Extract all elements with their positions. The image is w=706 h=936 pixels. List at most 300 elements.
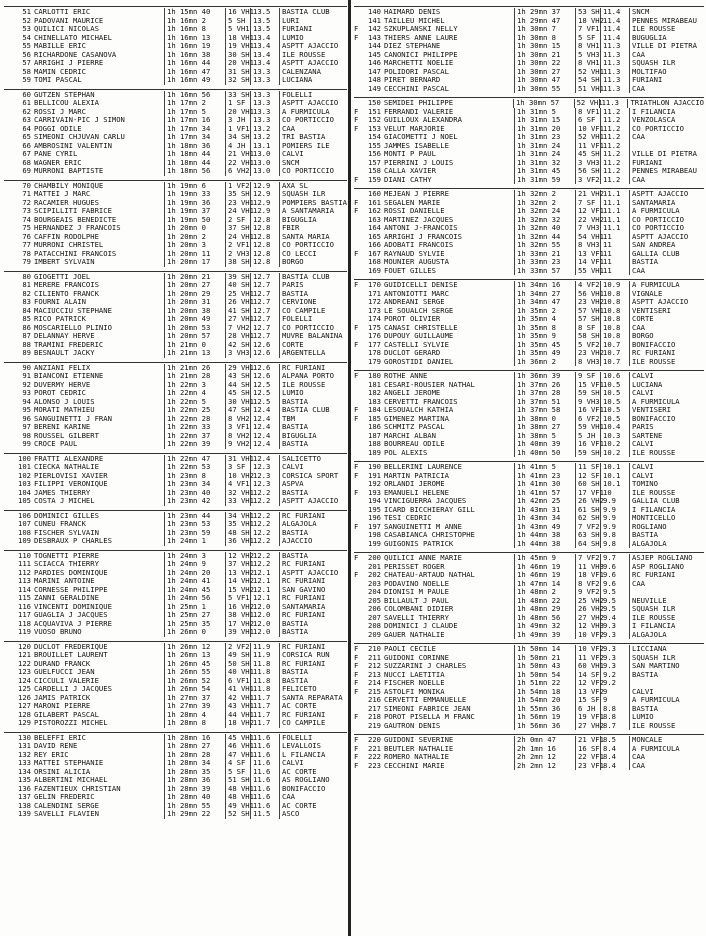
result-time: 1h 19mn 50 — [165, 216, 226, 225]
result-sex — [354, 696, 361, 705]
result-name: FILIPPI VERONIQUE — [34, 480, 165, 489]
result-cat: 6 VF2 — [578, 413, 600, 423]
result-cat: 60 VH1 — [578, 661, 604, 670]
result-rank: 140 — [368, 7, 381, 16]
result-club: VENTISERI — [632, 305, 671, 315]
result-club: ASPTT AJACCIO — [632, 297, 689, 306]
result-sex — [354, 142, 361, 151]
result-time: 1h 38mn 0 — [515, 415, 576, 424]
result-rank: 157 — [368, 157, 381, 167]
result-cat: 10 VF2 — [578, 644, 604, 653]
result-name: REY ERIC — [34, 751, 165, 760]
result-sex — [4, 298, 11, 307]
result-name: MACIUCCIU STEPHANE — [34, 307, 165, 316]
result-rank: 109 — [18, 536, 31, 545]
result-time: 1h 50mn 14 — [515, 645, 576, 654]
result-cat: 54 VH1 — [578, 231, 604, 241]
result-speed: 12.1 — [251, 586, 280, 595]
result-rank: 153 — [368, 123, 381, 133]
result-time: 1h 46mn 19 — [515, 563, 576, 572]
result-cat: 6 VF1 — [228, 675, 250, 685]
result-time: 1h 28mn 27 — [165, 742, 226, 751]
result-name: TOMI PASCAL — [34, 76, 165, 85]
result-name: TESI CEDRIC — [384, 514, 515, 523]
result-time: 1h 43mn 31 — [515, 506, 576, 515]
result-name: CASTELLI SYLVIE — [384, 341, 515, 350]
result-name: MABILLE ERIC — [34, 42, 165, 51]
result-cat: 16 VH1 — [228, 7, 254, 16]
result-speed: 12.7 — [251, 324, 280, 333]
result-club: BASTIA — [282, 288, 308, 298]
result-time: 1h 23mn 34 — [165, 480, 226, 489]
result-rank: 82 — [22, 288, 31, 298]
result-club: LURI — [282, 15, 300, 25]
result-sex: F — [354, 752, 359, 761]
result-name: DESBRAUX P CHARLES — [34, 537, 165, 546]
result-rank: 59 — [22, 75, 31, 84]
result-sex — [4, 685, 11, 694]
result-rank: 204 — [368, 587, 381, 596]
result-speed: 11.6 — [251, 776, 280, 785]
result-sex — [4, 415, 11, 424]
result-speed: 9.3 — [601, 622, 630, 631]
result-cat: 52 SH — [228, 809, 250, 818]
result-speed: 11.3 — [601, 85, 630, 94]
result-time: 1h 18mn 44 — [165, 159, 226, 168]
result-name: ANGELI JEROME — [384, 389, 515, 398]
result-club: ASJEP ROGLIANO — [632, 553, 693, 562]
result-time: 1h 20mn 29 — [165, 290, 226, 299]
result-cat: 57 SH — [578, 314, 600, 323]
result-rank: 188 — [368, 439, 381, 448]
result-row — [4, 258, 347, 267]
result-sex — [4, 290, 11, 299]
result-name: MURRONI CHRISTEL — [34, 241, 165, 250]
result-rank: 63 — [22, 115, 31, 124]
result-rank: 218 — [368, 712, 381, 721]
result-rank: 166 — [368, 240, 381, 249]
result-name: FERRANDI VALERIE — [384, 108, 515, 117]
result-time: 1h 19mn 6 — [165, 182, 226, 191]
result-rank: 216 — [368, 695, 381, 704]
result-sex: F — [354, 339, 359, 349]
result-club: BASTIA — [282, 422, 308, 431]
result-sex — [4, 810, 11, 819]
result-time: 1h 20mn 31 — [165, 298, 226, 307]
result-speed: 10.5 — [601, 398, 630, 407]
result-block — [4, 180, 347, 267]
result-time: 1h 24mn 45 — [165, 586, 226, 595]
result-time: 1h 30mn 57 — [514, 99, 575, 108]
result-club: A FURMICULA — [632, 396, 680, 406]
result-club: ASPTT AJACCIO — [632, 231, 689, 241]
result-club: CAA — [632, 174, 645, 184]
result-cat: 53 SH — [578, 7, 600, 16]
result-cat: 14 VF1 — [578, 257, 604, 266]
result-name: MARINI ANTOINE — [34, 577, 165, 586]
result-rank: 65 — [22, 132, 31, 141]
result-name: CUNEU FRANCK — [34, 520, 165, 529]
result-time: 1h 26mn 55 — [165, 668, 226, 677]
result-club: A FURMICULA — [632, 280, 680, 289]
result-sex — [4, 742, 11, 751]
result-name: ORSINI ALICIA — [34, 768, 165, 777]
result-rank: 55 — [22, 41, 31, 50]
result-rank: 211 — [368, 652, 381, 662]
result-name: DUVERMY HERVE — [34, 381, 165, 390]
result-cat: 1 VF1 — [228, 123, 250, 133]
result-speed: 12.2 — [251, 552, 280, 561]
result-time: 1h 26mn 54 — [165, 685, 226, 694]
result-name: DELANNAY HERVE — [34, 332, 165, 341]
result-rank: 199 — [368, 538, 381, 548]
result-rank: 90 — [22, 362, 31, 372]
result-club: CO PORTICCIO — [632, 214, 684, 224]
result-speed: 12.4 — [251, 440, 280, 449]
result-name: CIECKA NATHALIE — [34, 463, 165, 472]
result-sex: F — [354, 669, 359, 679]
result-speed: 12.8 — [251, 216, 280, 225]
column-divider — [348, 0, 351, 936]
result-time: 1h 28mn 4 — [165, 711, 226, 720]
result-name: POLIDORI PASCAL — [384, 68, 515, 77]
result-cat: 5 JH — [576, 432, 601, 441]
result-club: RC FURIANI — [282, 510, 326, 520]
result-club: RC FURIANI — [282, 593, 326, 602]
result-speed: 11 — [601, 258, 630, 267]
result-rank: 155 — [368, 140, 381, 150]
result-rank: 78 — [22, 248, 31, 258]
result-rank: 103 — [18, 479, 31, 488]
result-cat: 7 VH2 — [228, 322, 250, 332]
result-sex — [354, 722, 361, 731]
result-club: FURIANI — [632, 157, 663, 167]
result-sex — [354, 290, 361, 299]
result-speed: 10.2 — [601, 449, 630, 458]
result-speed: 12.5 — [251, 398, 280, 407]
result-speed: 10 — [601, 489, 630, 498]
result-rank: 89 — [22, 348, 31, 357]
result-cat: 9 VH2 — [228, 439, 250, 448]
result-speed: 12.7 — [251, 290, 280, 299]
result-rank: 119 — [18, 627, 31, 636]
result-time: 1h 36mn 39 — [515, 372, 576, 381]
result-name: ICARD BICCHIERAY GILL — [384, 506, 515, 515]
result-cat: 59 SH — [578, 447, 600, 457]
result-club: CORSICA RUN — [282, 650, 330, 659]
result-speed: 12.8 — [251, 258, 280, 267]
result-cat: 10 VH2 — [228, 470, 254, 480]
result-name: HAIMARD DENIS — [384, 8, 515, 17]
result-name: SEMIDEI PHILIPPE — [384, 99, 514, 108]
result-rank: 98 — [22, 430, 31, 440]
result-name: THIERS ANNE LAURE — [384, 34, 515, 43]
result-speed: 12.1 — [251, 569, 280, 578]
result-speed: 12.2 — [251, 529, 280, 538]
result-club: SNCM — [282, 157, 300, 167]
result-name: DIANI CATHY — [384, 176, 515, 185]
result-speed: 9.2 — [601, 671, 630, 680]
result-name: POGGI ODILE — [34, 125, 165, 134]
result-rank: 116 — [18, 601, 31, 611]
result-name: QUILICI NICOLAS — [34, 25, 165, 34]
result-cat: 40 SH — [228, 280, 250, 289]
result-time: 1h 21mn 13 — [165, 349, 226, 358]
result-name: POROT CEDRIC — [34, 389, 165, 398]
result-name: RAYNAUD SYLVIE — [384, 250, 515, 259]
result-time: 1h 22mn 28 — [165, 415, 226, 424]
result-rank: 180 — [368, 371, 381, 380]
result-cat: 20 VH1 — [228, 58, 254, 67]
result-cat: 23 VH2 — [578, 297, 604, 306]
result-speed: 9.5 — [601, 597, 630, 606]
result-sex — [4, 643, 11, 652]
result-club: ALGAJOLA — [282, 519, 317, 528]
result-club: NEUVILLE — [632, 595, 667, 605]
result-rank: 57 — [22, 58, 31, 67]
result-cat: 39 SH — [228, 271, 250, 281]
result-club: RC FURIANI — [632, 348, 676, 357]
result-cat: 6 SF — [576, 116, 601, 125]
result-cat: 11 VF2 — [578, 652, 604, 662]
result-cat: 15 VF1 — [578, 379, 604, 389]
result-speed: 9.3 — [601, 654, 630, 663]
result-sex — [354, 216, 361, 225]
result-club: ASPTT AJACCIO — [282, 41, 339, 50]
result-name: DOMINICI GILLES — [34, 512, 165, 521]
result-name: GIACOMETTI J NOEL — [384, 133, 515, 142]
result-speed: 11.8 — [251, 685, 280, 694]
result-cat: 38 VH1 — [228, 610, 254, 619]
result-cat: 35 VH1 — [228, 519, 254, 528]
result-sex: F — [354, 206, 359, 215]
result-speed: 11.2 — [601, 108, 630, 117]
result-cat: 49 SH — [228, 650, 250, 659]
result-speed: 9.4 — [601, 614, 630, 623]
result-sex: F — [354, 661, 359, 670]
result-sex — [4, 603, 11, 612]
result-rank: 169 — [368, 265, 381, 275]
result-name: ANDREANI SERGE — [384, 298, 515, 307]
result-speed: 9 — [601, 696, 630, 705]
result-club: I FILANCIA — [632, 106, 676, 116]
result-rank: 174 — [368, 314, 381, 323]
result-name: BERENI KARINE — [34, 423, 165, 432]
result-time: 1h 23mn 40 — [165, 489, 226, 498]
result-time: 1h 30mn 8 — [515, 34, 576, 43]
result-rank: 145 — [368, 49, 381, 59]
result-rank: 92 — [22, 379, 31, 389]
result-name: MEJEAN J PIERRE — [384, 190, 515, 199]
result-speed: 12.4 — [251, 432, 280, 441]
result-club: BASTIA — [632, 669, 658, 679]
result-sex — [4, 250, 11, 259]
result-block — [4, 550, 347, 637]
result-time: 1h 17mn 16 — [165, 116, 226, 125]
result-cat: 41 SH — [228, 305, 250, 315]
result-name: RACAMIER HUGUES — [34, 199, 165, 208]
result-cat: 52 VH1 — [576, 98, 603, 107]
result-sex: F — [354, 106, 359, 116]
result-club: CORSICA SPORT — [282, 470, 339, 480]
result-club: BASTIA CLUB — [282, 271, 330, 281]
result-time: 1h 30mn 27 — [515, 68, 576, 77]
result-cat: 33 VH1 — [228, 496, 254, 505]
result-name: JAMES THIERRY — [34, 489, 165, 498]
result-rank: 150 — [367, 98, 381, 107]
result-club: CAA — [632, 49, 645, 59]
result-time: 1h 30mn 55 — [515, 85, 576, 94]
result-speed: 9.5 — [601, 588, 630, 597]
result-speed: 11.1 — [601, 224, 630, 233]
result-cat: 48 VH1 — [228, 783, 254, 793]
result-sex — [4, 497, 11, 506]
result-name: MARTIN PATRICIA — [384, 472, 515, 481]
result-speed: 10.8 — [601, 315, 630, 324]
result-rank: 212 — [368, 661, 381, 670]
result-name: GUIDONI CORINNE — [384, 654, 515, 663]
result-rank: 176 — [368, 331, 381, 340]
result-speed: 13.5 — [251, 25, 280, 34]
result-sex: F — [354, 413, 359, 423]
result-speed: 11.9 — [251, 651, 280, 660]
result-cat: 8 VF2 — [578, 578, 600, 588]
result-name: CICCULI VALERIE — [34, 677, 165, 686]
result-speed: 12.4 — [251, 415, 280, 424]
result-name: GUTZEN STEPHAN — [34, 91, 165, 100]
result-sex — [354, 267, 361, 276]
result-club: BASTIA CLUB — [282, 7, 330, 16]
result-rank: 137 — [18, 792, 31, 801]
result-rank: 60 — [22, 89, 31, 99]
result-club: CO PORTICCIO — [632, 123, 684, 133]
result-speed: 12.0 — [251, 628, 280, 637]
result-sex — [4, 776, 11, 785]
result-sex — [354, 59, 361, 68]
result-speed: 12.1 — [251, 577, 280, 586]
result-row — [4, 719, 347, 728]
result-cat: 12 SF — [578, 470, 600, 480]
result-name: BELLERINI LAURENCE — [384, 463, 515, 472]
result-club: ILE ROUSSE — [632, 447, 676, 457]
result-club: CO PORTICCIO — [282, 166, 334, 175]
result-club: ASPTT AJACCIO — [282, 98, 339, 107]
result-speed: 11.9 — [251, 643, 280, 652]
result-club: CALVI — [632, 371, 654, 380]
result-rank: 181 — [368, 379, 381, 389]
result-rank: 105 — [18, 496, 31, 505]
result-cat: 21 VF1 — [578, 735, 604, 744]
result-speed: 12.6 — [251, 341, 280, 350]
result-speed: 10.8 — [601, 324, 630, 333]
result-name: BEUTLER NATHALIE — [384, 745, 515, 754]
result-club: SAN GAVINO — [282, 584, 326, 594]
result-sex — [354, 622, 361, 631]
result-sex — [4, 594, 11, 603]
result-name: BROUILLET LAURENT — [34, 651, 165, 660]
result-club: CAA — [632, 752, 645, 761]
result-time: 1h 23mn 42 — [165, 497, 226, 506]
result-name: FOURNI ALAIN — [34, 298, 165, 307]
result-name: GUIGONIS PATRICK — [384, 540, 515, 549]
result-name: SANGUINETTI M ANNE — [384, 523, 515, 532]
result-rank: 141 — [368, 15, 381, 25]
result-speed: 13.4 — [251, 42, 280, 51]
result-sex — [354, 449, 361, 458]
result-rank: 138 — [18, 800, 31, 810]
result-club: ILE ROUSSE — [632, 720, 676, 730]
result-speed: 10.8 — [601, 307, 630, 316]
result-rank: 52 — [22, 15, 31, 25]
result-time: 1h 27mn 39 — [165, 702, 226, 711]
result-time: 1h 41mn 23 — [515, 472, 576, 481]
result-speed: 11.6 — [251, 793, 280, 802]
result-time: 1h 18mn 44 — [165, 150, 226, 159]
result-rank: 101 — [18, 462, 31, 471]
result-time: 1h 32mn 40 — [515, 224, 576, 233]
result-name: ALBERTINI MICHAEL — [34, 776, 165, 785]
result-time: 1h 48mn 2 — [515, 588, 576, 597]
result-club: GALLIA CLUB — [632, 496, 680, 505]
result-rank: 186 — [368, 422, 381, 431]
result-time: 1h 32mn 32 — [515, 216, 576, 225]
result-rank: 182 — [368, 388, 381, 397]
result-club: RC FURIANI — [632, 570, 676, 579]
result-time: 1h 48mn 22 — [515, 597, 576, 606]
result-time: 1h 23mn 53 — [165, 520, 226, 529]
result-rank: 128 — [18, 709, 31, 719]
result-rank: 133 — [18, 758, 31, 767]
result-speed: 11.3 — [601, 59, 630, 68]
result-cat: 43 VH1 — [228, 701, 254, 710]
result-time: 2h 2mn 12 — [515, 762, 576, 771]
result-sex — [4, 224, 11, 233]
result-rank: 83 — [22, 297, 31, 306]
result-name: MONTI P PAUL — [384, 150, 515, 159]
result-rank: 91 — [22, 371, 31, 380]
result-speed: 13.2 — [251, 125, 280, 134]
result-time: 1h 30mn 15 — [515, 42, 576, 51]
result-speed: 12.7 — [251, 298, 280, 307]
result-name: GIMENEZ MARTINA — [384, 415, 515, 424]
result-speed: 11.4 — [601, 25, 630, 34]
result-name: POL ALEXIS — [384, 449, 515, 458]
result-club: A FURMICULA — [632, 743, 680, 753]
result-rank: 170 — [368, 280, 381, 289]
result-rank: 61 — [22, 98, 31, 107]
result-time: 1h 28mn 28 — [165, 751, 226, 760]
result-rank: 121 — [18, 650, 31, 659]
result-cat: 11 VF1 — [578, 140, 604, 150]
result-cat: 18 VH2 — [228, 718, 254, 727]
result-time: 1h 20mn 38 — [165, 307, 226, 316]
result-club: FOLELLI — [282, 314, 313, 323]
result-time: 1h 41mn 57 — [515, 489, 576, 498]
result-time: 1h 23mn 8 — [165, 472, 226, 481]
result-sex — [4, 472, 11, 481]
result-speed: 11.2 — [601, 142, 630, 151]
result-time: 1h 35mn 49 — [515, 349, 576, 358]
result-time: 1h 44mn 38 — [515, 531, 576, 540]
result-sex — [354, 506, 361, 515]
result-rank: 118 — [18, 618, 31, 628]
result-cat: 5 SF — [226, 768, 251, 777]
result-sex — [354, 51, 361, 60]
result-cat: 7 VH3 — [578, 223, 600, 232]
result-club: ILE ROUSSE — [632, 612, 676, 622]
result-sex — [4, 315, 11, 324]
result-sex — [4, 734, 11, 743]
